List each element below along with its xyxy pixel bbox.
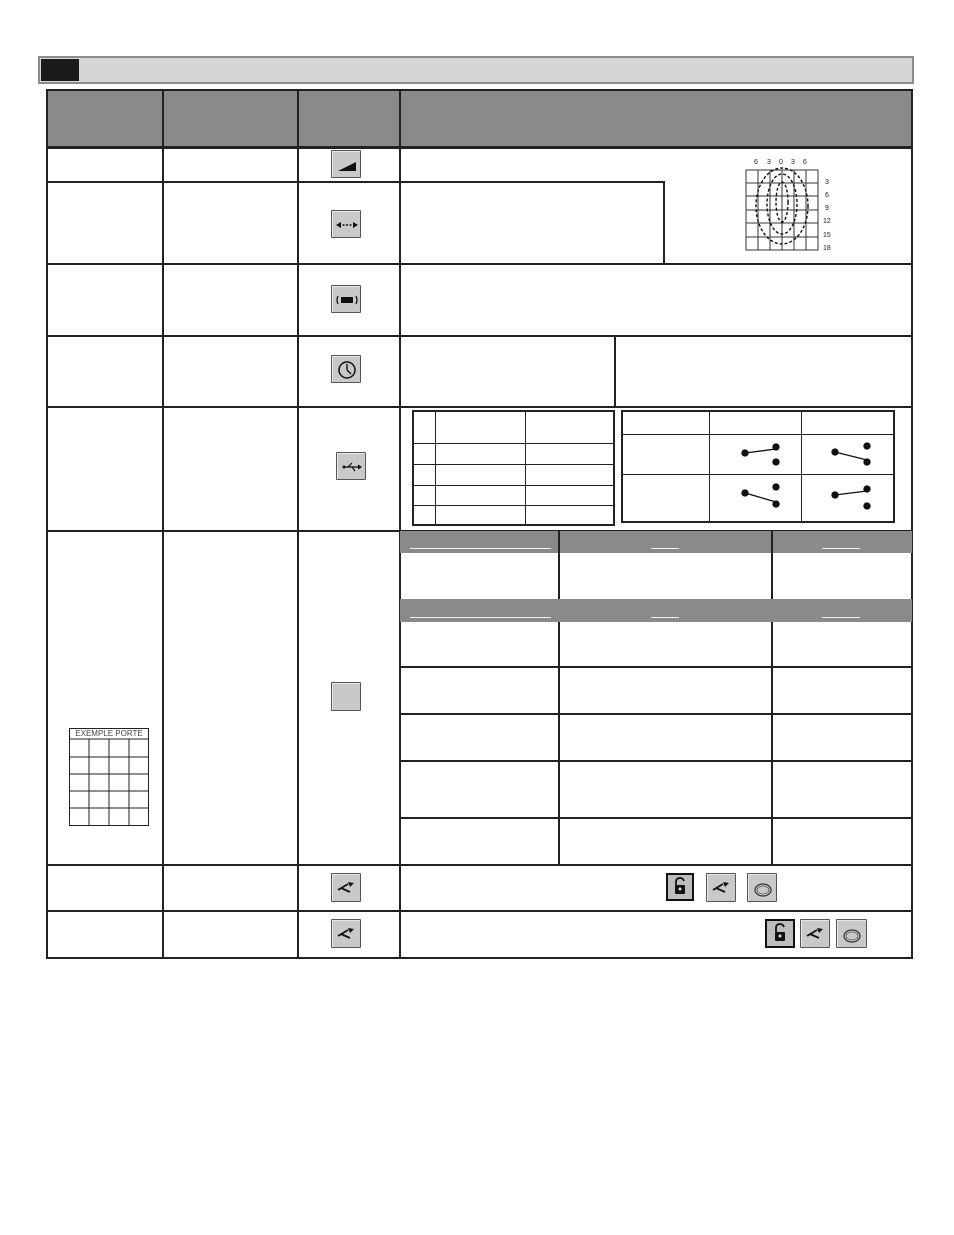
- blank-button[interactable]: [331, 682, 361, 711]
- relay-contact-diagrams: [621, 434, 895, 523]
- relay-icon[interactable]: [336, 452, 366, 480]
- coverage-tick-top: 0: [779, 159, 783, 166]
- coverage-tick-side: 9: [825, 205, 829, 212]
- coverage-tick-top: 3: [791, 159, 795, 166]
- section-number-box: [41, 59, 79, 81]
- coverage-tick-side: 15: [823, 232, 831, 239]
- unlock-icon[interactable]: [666, 873, 694, 901]
- key-arrow-icon[interactable]: [706, 873, 736, 902]
- coverage-pattern-diagram: [740, 158, 840, 254]
- door-table-subheader: [400, 599, 912, 622]
- coverage-tick-side: 3: [825, 179, 829, 186]
- door-example-label: EXEMPLE PORTE: [75, 729, 143, 738]
- unlock-icon[interactable]: [765, 919, 795, 948]
- coverage-tick-side: 6: [825, 192, 829, 199]
- key-arrow-icon[interactable]: [331, 919, 361, 948]
- key-arrow-icon[interactable]: [331, 873, 361, 902]
- coverage-tick-top: 3: [767, 159, 771, 166]
- coverage-tick-side: 12: [823, 218, 831, 225]
- pulse-icon[interactable]: [331, 285, 361, 313]
- ring-icon[interactable]: [836, 919, 867, 948]
- coverage-tick-side: 18: [823, 245, 831, 252]
- coverage-tick-top: 6: [803, 159, 807, 166]
- door-example-grid: [69, 728, 149, 826]
- table-header: [46, 89, 913, 148]
- range-arrows-icon[interactable]: [331, 210, 361, 238]
- door-table-header: [400, 531, 912, 553]
- output-table: [412, 410, 615, 526]
- clock-icon[interactable]: [331, 355, 361, 383]
- ring-icon[interactable]: [747, 873, 777, 902]
- key-arrow-icon[interactable]: [800, 919, 830, 948]
- parameter-table: [46, 147, 913, 959]
- ramp-icon[interactable]: [331, 150, 361, 178]
- coverage-tick-top: 6: [754, 159, 758, 166]
- section-bar: [38, 56, 914, 84]
